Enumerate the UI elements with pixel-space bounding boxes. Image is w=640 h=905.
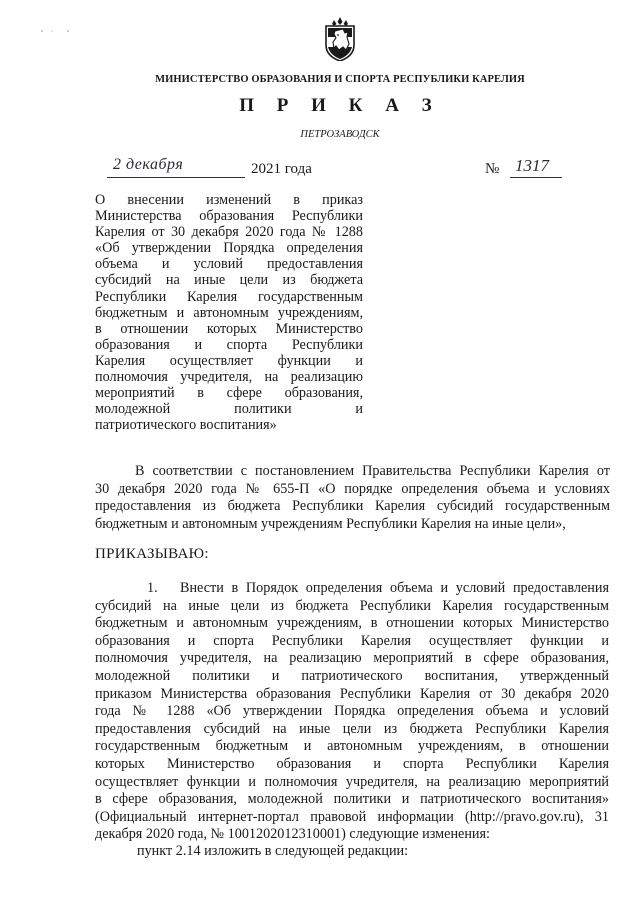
karelia-coat-of-arms-icon xyxy=(323,17,357,61)
item-line: которых Министерство образования и спорта Республики Карелия xyxy=(95,755,609,772)
subject-line: бюджетным и автономным учреждениям, xyxy=(95,304,363,321)
item-line: осуществляет функции и полномочия учредителя, на реализацию мероприятий xyxy=(95,773,609,790)
city-name: ПЕТРОЗАВОДСК xyxy=(300,129,380,140)
subject-line: объема и условий предоставления xyxy=(95,256,363,273)
order-subject xyxy=(95,192,363,433)
item-line: года № 1288 «Об утверждении Порядка определения объема и условий xyxy=(95,703,609,720)
date-number-row xyxy=(95,156,615,184)
item-line: молодежной политики и патриотического воспитания, утвержденный xyxy=(95,667,609,684)
sub-item-text: пункт 2.14 изложить в следующей редакции: xyxy=(137,843,409,859)
order-directive-word: ПРИКАЗЫВАЮ: xyxy=(95,546,209,562)
subject-line: «Об утверждении Порядка определения xyxy=(95,240,363,257)
item-line: субсидий на иные цели из бюджета Республики Карелия государственным xyxy=(95,597,609,614)
subject-line: Карелия осуществляет функции и xyxy=(95,352,363,369)
item-line: полномочия учредителя, на реализацию мероприятий в сфере образования, xyxy=(95,650,609,667)
subject-line: О внесении изменений в приказ xyxy=(95,192,363,208)
subject-line: Министерства образования Республики xyxy=(95,208,363,225)
item-line: декабря 2020 года, № 1001202012310001) следующие изменения: xyxy=(95,826,490,843)
item-line: бюджетным и автономным учреждениям, в отношении которых Министерство xyxy=(95,615,609,632)
item-line: образования и спорта Республики Карелия осуществляет функции и xyxy=(95,632,609,649)
item-line: предоставления субсидий на иные цели из бюджета Республики Карелия xyxy=(95,720,609,737)
subject-line: Карелия от 30 декабря 2020 года № 1288 xyxy=(95,224,363,241)
subject-line: мероприятий в сфере образования, xyxy=(95,385,363,402)
preamble-line: бюджетным и автономным учреждениям Республики Карелия на иные цели», xyxy=(95,515,566,532)
order-item-1 xyxy=(95,580,609,844)
preamble-line: предоставления из бюджета Республики Карелия субсидий государственным xyxy=(95,498,610,514)
subject-line: Республики Карелия государственным xyxy=(95,288,363,305)
ministry-title: МИНИСТЕРСТВО ОБРАЗОВАНИЯ И СПОРТА РЕСПУБЛИКИ КАРЕЛИЯ xyxy=(155,74,525,85)
handwritten-number: 1317 xyxy=(515,156,549,175)
preamble-paragraph xyxy=(95,463,610,533)
subject-line: патриотического воспитания» xyxy=(95,417,277,434)
item-line: приказом Министерства образования Республики Карелия от 30 декабря 2020 xyxy=(95,685,609,702)
subject-line: субсидий на иные цели из бюджета xyxy=(95,272,363,289)
scan-artifact xyxy=(38,28,78,34)
subject-line: полномочия учредителя, на реализацию xyxy=(95,369,363,386)
item-line: (Официальный интернет-портал правовой информации (http://pravo.gov.ru), 31 xyxy=(95,808,609,825)
subject-line: образования и спорта Республики xyxy=(95,336,363,353)
item-line: государственным бюджетным и автономным учреждениям, в отношении xyxy=(95,738,609,755)
number-underline xyxy=(510,177,562,178)
number-label: № xyxy=(485,161,500,177)
handwritten-date: 2 декабря xyxy=(113,156,184,173)
item-line: в сфере образования, молодежной политики и патриотического воспитания» xyxy=(95,791,609,808)
subject-line: в отношении которых Министерство xyxy=(95,320,363,337)
date-underline xyxy=(107,177,245,178)
preamble-line: 30 декабря 2020 года № 655-П «О порядке определения объема и условиях xyxy=(95,480,610,497)
subject-line: молодежной политики и xyxy=(95,401,363,418)
item-number: 1. xyxy=(147,580,158,596)
item-line-text: Внести в Порядок определения объема и условий предоставления xyxy=(180,580,609,596)
preamble-line: В соответствии с постановлением Правительства Республики Карелия от xyxy=(135,463,610,479)
document-type: П Р И К А З xyxy=(239,95,441,116)
item-line xyxy=(95,580,609,598)
date-year: 2021 года xyxy=(251,161,312,177)
